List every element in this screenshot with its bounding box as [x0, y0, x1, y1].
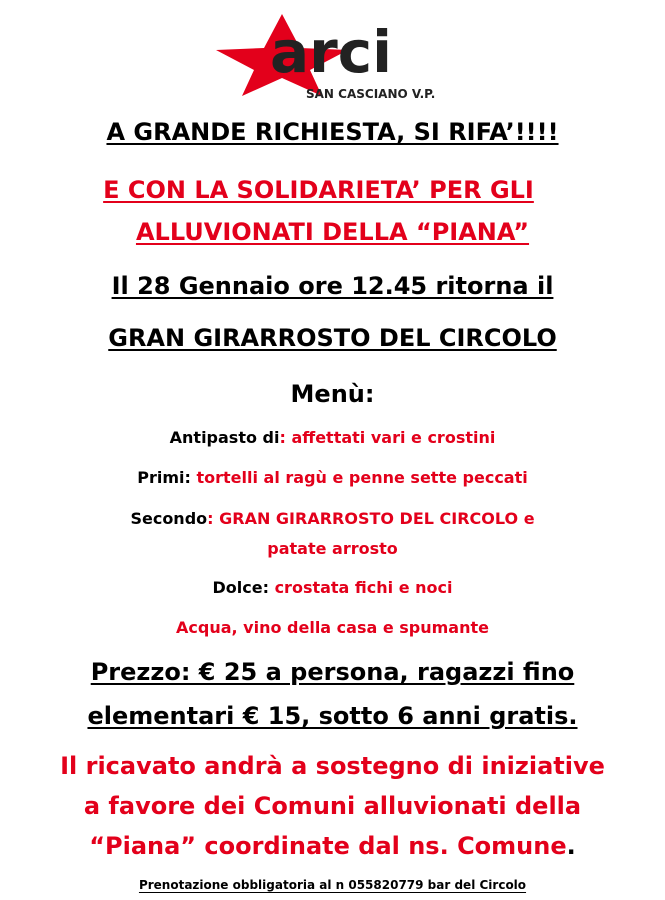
charity-line-3 — [0, 832, 665, 860]
primi-label: Primi — [137, 468, 185, 487]
menu-secondo — [0, 509, 665, 528]
event-date: Il 28 Gennaio ore 12.45 ritorna il — [111, 272, 554, 300]
antipasto-sep: : — [279, 428, 286, 447]
logo-subtitle: SAN CASCIANO V.P. — [306, 87, 436, 100]
dolce-value: crostata fichi e noci — [269, 578, 453, 597]
charity-line-1: Il ricavato andrà a sostegno di iniziative — [60, 752, 605, 780]
headline: A GRANDE RICHIESTA, SI RIFA’!!!! — [106, 118, 559, 146]
charity-line-3-end: . — [566, 832, 576, 860]
menu-drinks: Acqua, vino della casa e spumante — [176, 618, 489, 637]
antipasto-label: Antipasto di — [169, 428, 280, 447]
charity-line-2: a favore dei Comuni alluvionati della — [83, 792, 582, 820]
menu-primi — [0, 468, 665, 487]
arci-logo — [210, 10, 450, 100]
logo-text: arci — [270, 18, 393, 86]
menu-dolce — [0, 578, 665, 597]
secondo-sep: : — [207, 509, 214, 528]
charity-line-3-text: “Piana” coordinate dal ns. Comune — [89, 832, 567, 860]
footer-reservation: Prenotazione obbligatoria al n 055820779 bar del Circolo — [138, 878, 527, 892]
secondo-label: Secondo — [130, 509, 208, 528]
price-line-1: Prezzo: € 25 a persona, ragazzi fino — [90, 658, 575, 686]
antipasto-value: affettati vari e crostini — [285, 428, 496, 447]
solidarity-line-2: ALLUVIONATI DELLA “PIANA” — [135, 218, 530, 246]
menu-secondo-cont: patate arrosto — [267, 539, 398, 558]
primi-sep: : — [184, 468, 191, 487]
solidarity-line-1: E CON LA SOLIDARIETA’ PER GLI — [103, 176, 534, 204]
event-title: GRAN GIRARROSTO DEL CIRCOLO — [108, 324, 557, 352]
dolce-sep: : — [262, 578, 269, 597]
menu-title: Menù: — [290, 380, 375, 408]
primi-value: tortelli al ragù e penne sette peccati — [190, 468, 528, 487]
menu-antipasto — [0, 428, 665, 447]
secondo-value: GRAN GIRARROSTO DEL CIRCOLO e — [213, 509, 535, 528]
price-line-2: elementari € 15, sotto 6 anni gratis. — [87, 702, 578, 730]
dolce-label: Dolce — [212, 578, 263, 597]
